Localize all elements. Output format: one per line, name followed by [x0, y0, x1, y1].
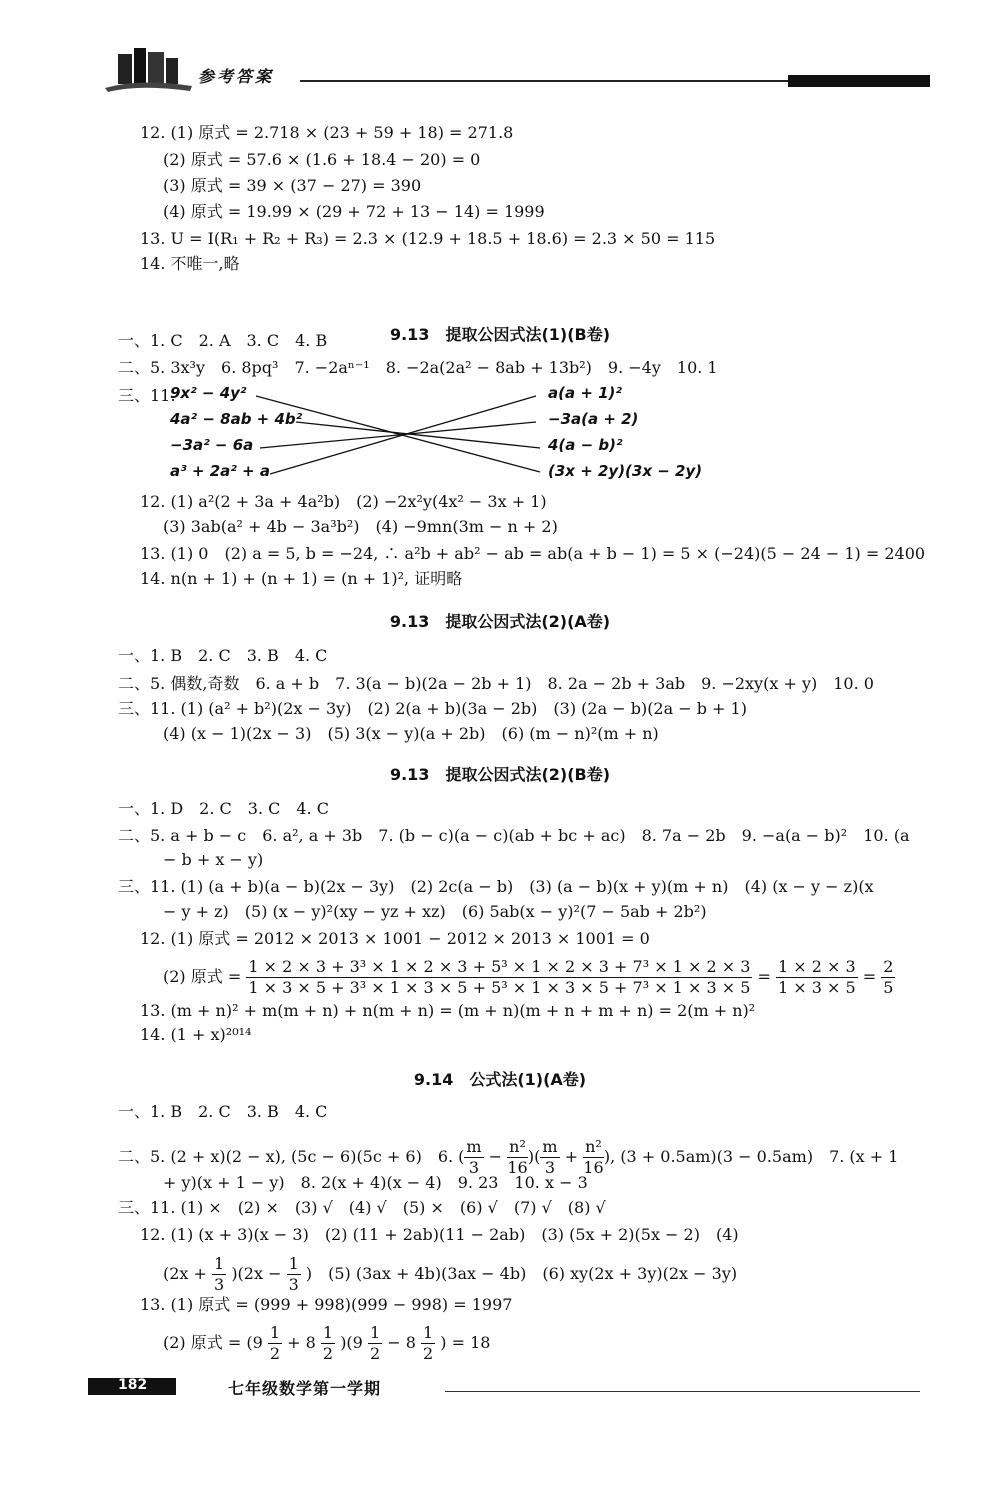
footer-book-title: 七年级数学第一学期: [228, 1379, 382, 1398]
answer-line: 一、1. B 2. C 3. B 4. C: [118, 1102, 328, 1121]
match-left-1: 9x² − 4y²: [170, 384, 247, 402]
book-stack-icon: [100, 44, 196, 94]
section-heading-9-13-2b: 9.13 提取公因式法(2)(B卷): [389, 765, 611, 784]
match-left-4: a³ + 2a² + a: [170, 462, 270, 480]
answer-line: 13. U = I(R₁ + R₂ + R₃) = 2.3 × (12.9 + 18.5 + 18.6) = 2.3 × 50 = 115: [140, 229, 716, 248]
header-book-stack-logo: [100, 44, 196, 94]
answer-line: 三、11. (1) (a² + b²)(2x − 3y) (2) 2(a + b)(3a − 2b) (3) (2a − b)(2a − b + 1): [118, 699, 747, 718]
q5-expression: 二、5. (2 + x)(2 − x), (5c − 6)(5c + 6) 6. ( $\frac{m}{3}$ − $\frac{\text{n²}}{16}$ )( $\frac{m}{3}$ + $\frac{\text{n²}}{16}$ ), (3 + 0.5am)(3 − 0.5am) 7. (x + 1: [118, 1137, 899, 1177]
q13-2-expression: (2) 原式 = (9 $\frac{1}{2}$ + 8 $\frac{1}{2}$ )(9 $\frac{1}{2}$ − 8 $\frac{1}{2}$ ) = 18: [163, 1323, 491, 1363]
answer-line: 12. (1) (x + 3)(x − 3) (2) (11 + 2ab)(11 − 2ab) (3) (5x + 2)(5x − 2) (4): [140, 1225, 739, 1244]
answer-line: 二、5. 3x³y 6. 8pq³ 7. −2aⁿ⁻¹ 8. −2a(2a² − 8ab + 13b²) 9. −4y 10. 1: [118, 358, 718, 377]
q12-2-denominator: 1 × 3 × 5 + 3³ × 1 × 3 × 5 + 5³ × 1 × 3 × 5 + 7³ × 1 × 3 × 5: [248, 978, 751, 997]
answer-line: 一、1. D 2. C 3. C 4. C: [118, 799, 329, 818]
q12-2-numerator: 1 × 2 × 3 + 3³ × 1 × 2 × 3 + 5³ × 1 × 2 × 3 + 7³ × 1 × 2 × 3: [248, 957, 751, 976]
match-right-3: 4(a − b)²: [548, 436, 623, 454]
answer-line: 三、11. (1) × (2) × (3) √ (4) √ (5) × (6) √ (7) √ (8) √: [118, 1198, 606, 1217]
matching-diagram: [160, 384, 720, 492]
answer-line: 13. (1) 0 (2) a = 5, b = −24, ∴ a²b + ab² − ab = ab(a + b − 1) = 5 × (−24)(5 − 24 − 1) = 2400: [140, 544, 926, 563]
answer-line: 13. (m + n)² + m(m + n) + n(m + n) = (m + n)(m + n + m + n) = 2(m + n)²: [140, 1001, 756, 1020]
section-heading-9-14-1a: 9.14 公式法(1)(A卷): [413, 1070, 587, 1089]
footer-rule: [445, 1391, 920, 1392]
match-left-3: −3a² − 6a: [170, 436, 254, 454]
answer-line: 一、1. B 2. C 3. B 4. C: [118, 646, 328, 665]
q12-2-expression: (2) 原式 = $\frac{\text{1 × 2 × 3 + 3³ × 1 × 2 × 3 + 5³ × 1 × 2 × 3 + 7³ × 1 × 2 × 3}}{\text{1 × 3 × 5 + 3³ × 1 × 3 × 5 + 5³ × 1 × 3 × 5 + 7³ × 1 × 3 × 5}}$ = $\frac{1 \times 2 \times 3}{1 \times 3 \times 5}$ = $\frac{2}{5}$: [163, 957, 894, 997]
header-rule: [300, 80, 790, 82]
section-heading-9-13-1b: 9.13 提取公因式法(1)(B卷): [389, 325, 611, 344]
answer-line: − y + z) (5) (x − y)²(xy − yz + xz) (6) 5ab(x − y)²(7 − 5ab + 2b²): [163, 902, 707, 921]
answer-line: 一、1. C 2. A 3. C 4. B: [118, 331, 328, 350]
section-heading-9-13-2a: 9.13 提取公因式法(2)(A卷): [389, 612, 611, 631]
answer-line: 三、11.: [118, 386, 176, 405]
answer-line: 12. (1) 原式 = 2.718 × (23 + 59 + 18) = 271.8: [140, 123, 514, 142]
answer-line: (4) (x − 1)(2x − 3) (5) 3(x − y)(a + 2b) (6) (m − n)²(m + n): [163, 724, 659, 743]
answer-line: (4) 原式 = 19.99 × (29 + 72 + 13 − 14) = 1999: [163, 202, 545, 221]
answer-line: 14. 不唯一,略: [140, 254, 240, 273]
answer-line: 12. (1) 原式 = 2012 × 2013 × 1001 − 2012 × 2013 × 1001 = 0: [140, 929, 650, 948]
answer-line: 三、11. (1) (a + b)(a − b)(2x − 3y) (2) 2c(a − b) (3) (a − b)(x + y)(m + n) (4) (x − y − z)(x: [118, 877, 874, 896]
answer-line: (2) 原式 = 57.6 × (1.6 + 18.4 − 20) = 0: [163, 150, 481, 169]
match-left-2: 4a² − 8ab + 4b²: [170, 410, 303, 428]
match-right-1: a(a + 1)²: [548, 384, 622, 402]
answer-line: (3) 原式 = 39 × (37 − 27) = 390: [163, 176, 422, 195]
header-bar: [788, 75, 930, 87]
page-number: 182: [118, 1377, 148, 1393]
header-title: 参考答案: [198, 67, 275, 86]
answer-line: 14. (1 + x)²⁰¹⁴: [140, 1025, 252, 1044]
answer-line: 14. n(n + 1) + (n + 1) = (n + 1)², 证明略: [140, 569, 463, 588]
answer-line: (3) 3ab(a² + 4b − 3a³b²) (4) −9mn(3m − n + 2): [163, 517, 558, 536]
match-right-4: (3x + 2y)(3x − 2y): [548, 462, 703, 480]
answer-line: 13. (1) 原式 = (999 + 998)(999 − 998) = 1997: [140, 1295, 513, 1314]
answer-line: + y)(x + 1 − y) 8. 2(x + 4)(x − 4) 9. 23 10. x − 3: [163, 1173, 588, 1192]
answer-line: 12. (1) a²(2 + 3a + 4a²b) (2) −2x²y(4x² − 3x + 1): [140, 492, 547, 511]
answer-line: 二、5. a + b − c 6. a², a + 3b 7. (b − c)(a − c)(ab + bc + ac) 8. 7a − 2b 9. −a(a − b)² 10. (a: [118, 826, 910, 845]
q12-4-expression: (2x + $\frac{1}{3}$ )(2x − $\frac{1}{3}$ ) (5) (3ax + 4b)(3ax − 4b) (6) xy(2x + 3y)(2x − 3y): [163, 1254, 738, 1294]
match-right-2: −3a(a + 2): [548, 410, 639, 428]
answer-line: − b + x − y): [163, 850, 264, 869]
answer-line: 二、5. 偶数,奇数 6. a + b 7. 3(a − b)(2a − 2b + 1) 8. 2a − 2b + 3ab 9. −2xy(x + y) 10. 0: [118, 674, 874, 693]
